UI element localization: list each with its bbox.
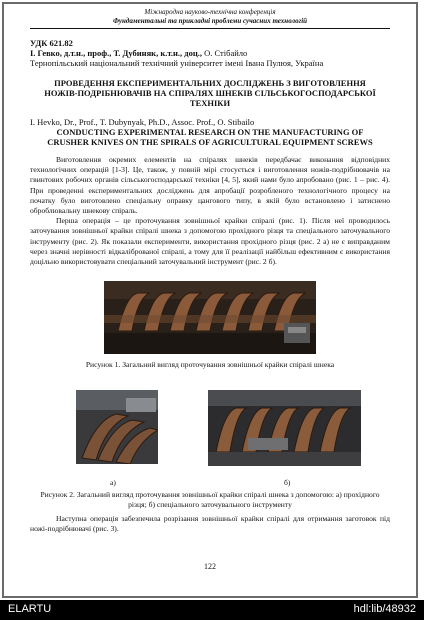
paper-page — [30, 8, 390, 571]
paragraph-3: Наступна операція забезпечила розрізання зовнішньої крайки спіралі для отримання заготовок під ножі-подрібнювачі (рис. 3). — [30, 514, 390, 534]
figure-2a-label: а) — [110, 478, 116, 488]
figure-2-caption: Рисунок 2. Загальний вигляд проточування зовнішньої крайки спіралі шнека з допомогою: а) прохідного різця; б) спеціального заточувального інструменту — [40, 490, 380, 510]
figure-2-row — [30, 390, 390, 488]
author-1: І. Гевко, д.т.н., проф., — [30, 48, 112, 58]
header-rule — [30, 28, 390, 29]
figure-2a-photo — [76, 390, 158, 464]
paragraph-1: Виготовлення окремих елементів на спіралях шнеків передбачає виконання відповідних технологічних операцій [1-3]. Це, також, у повній мірі стосується і виготовлення ножів-подрібнювачів на гвинтових робочих органів сільськогосподарської техніки [4, 5], який нами було апробовано (рис. 1 – рис. 4). При проведенні експериментальних досліджень для апробації розробленого технологічного процесу на початку було виготовлено спеціальну оправку цангового типу, в якій було встановлено і затиснено оброблювальну шнекову спіраль. — [30, 155, 390, 216]
figure-1-caption: Рисунок 1. Загальний вигляд проточування зовнішньої крайки спіралі шнека — [85, 360, 335, 370]
body-text-after — [30, 514, 390, 534]
udc-code: УДК 621.82 — [30, 38, 73, 48]
figure-1-photo — [104, 281, 316, 354]
author-2: Т. Дубиняк, к.т.н., доц., — [113, 48, 202, 58]
author-3: О. Стібайло — [204, 48, 248, 58]
handle-id: hdl:lib/48932 — [353, 603, 416, 615]
paragraph-2: Перша операція – це проточування зовнішньої крайки спіралі (рис. 1). Після неї проводилось заточування зовнішньої крайки спіралі шнека з допомогою прохідного різця та спеціального заточувального інструменту (рис. 2). Як показали експерименти, використання прохідного різця (рис. 2 а) не є виправданим через значні нерівності відкаліброваної спіралі, а тому для її реалізації найбільш ефективним є використання доцільно використовувати спеціальний заточувальний інструмент (рис. 2 б). — [30, 216, 390, 267]
running-header — [30, 8, 390, 29]
authors-ua — [30, 48, 390, 58]
page-number: 122 — [204, 562, 216, 571]
title-en: CONDUCTING EXPERIMENTAL RESEARCH ON THE MANUFACTURING OF CRUSHER KNIVES ON THE SPIRALS OF AGRICULTURAL EQUIPMENT SCREWS — [47, 127, 373, 147]
journal-name: Фундаментальні та прикладні проблеми сучасних технологій — [112, 17, 308, 25]
title-ua: ПРОВЕДЕННЯ ЕКСПЕРИМЕНТАЛЬНИХ ДОСЛІДЖЕНЬ З ВИГОТОВЛЕННЯ НОЖІВ-ПОДРІБНЮВАЧІВ НА СПІРАЛЯХ ШНЕКІВ СІЛЬСЬКОГОСПОДАРСЬКОЇ ТЕХНІКИ — [44, 78, 376, 108]
body-text — [30, 155, 390, 267]
footer-bar — [0, 600, 424, 620]
conference-name: Міжнародна науково-технічна конференція — [144, 8, 276, 16]
figure-2b-label: б) — [284, 478, 291, 488]
figure-2b-photo — [208, 390, 361, 466]
authors-en: I. Hevko, Dr., Prof., T. Dubynyak, Ph.D., Assoc. Prof., O. Stibailo — [30, 117, 255, 127]
repository-name: ELARTU — [8, 603, 52, 615]
affiliation: Тернопільський національний технічний університет імені Івана Пулюя, Україна — [30, 58, 324, 68]
